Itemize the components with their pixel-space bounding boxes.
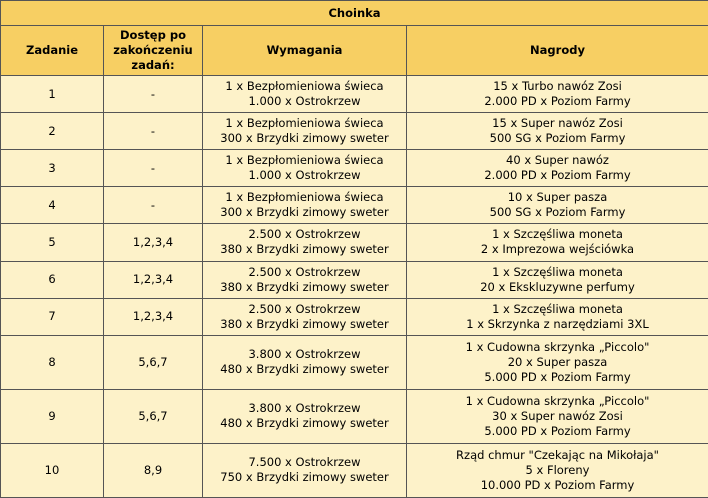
reward-item: 500 SG x Poziom Farmy: [489, 205, 626, 220]
requirement-item: 300 x Brzydki zimowy sweter: [220, 131, 389, 146]
reward-item: 5.000 PD x Poziom Farmy: [484, 369, 631, 384]
requirements-cell: [203, 443, 407, 497]
reward-item: 2.000 PD x Poziom Farmy: [484, 94, 631, 109]
access-prerequisites: -: [104, 187, 203, 224]
rewards-cell: [407, 443, 708, 497]
requirements-cell: [203, 389, 407, 443]
reward-item: 500 SG x Poziom Farmy: [489, 131, 626, 146]
task-number: 10: [1, 443, 104, 497]
access-prerequisites: 1,2,3,4: [104, 261, 203, 298]
table-row: [1, 187, 708, 224]
requirement-item: 380 x Brzydki zimowy sweter: [220, 316, 389, 331]
requirement-item: 2.500 x Ostrokrzew: [248, 227, 361, 242]
requirements-cell: [203, 298, 407, 335]
reward-item: 1 x Cudowna skrzynka „Piccolo": [465, 393, 650, 408]
requirement-item: 7.500 x Ostrokrzew: [248, 455, 361, 470]
table-row: [1, 150, 708, 187]
reward-item: 1 x Szczęśliwa moneta: [492, 227, 623, 242]
task-number: 2: [1, 113, 104, 150]
access-prerequisites: 5,6,7: [104, 335, 203, 389]
requirement-item: 1.000 x Ostrokrzew: [248, 168, 361, 183]
requirement-item: 1 x Bezpłomieniowa świeca: [225, 116, 384, 131]
requirements-cell: [203, 224, 407, 261]
task-number: 8: [1, 335, 104, 389]
reward-item: 20 x Super pasza: [507, 354, 608, 369]
reward-item: 30 x Super nawóz Zosi: [492, 408, 623, 423]
rewards-cell: [407, 76, 708, 113]
reward-item: Rząd chmur "Czekając na Mikołaja": [456, 447, 659, 462]
requirement-item: 1.000 x Ostrokrzew: [248, 94, 361, 109]
header-access-line: zakończeniu: [113, 43, 193, 57]
header-requirements: Wymagania: [203, 26, 407, 76]
table-title: Choinka: [1, 1, 708, 26]
reward-item: 1 x Szczęśliwa moneta: [492, 301, 623, 316]
access-prerequisites: 1,2,3,4: [104, 224, 203, 261]
table-row: [1, 335, 708, 389]
task-number: 7: [1, 298, 104, 335]
table-row: [1, 443, 708, 497]
reward-item: 40 x Super nawóz: [506, 153, 609, 168]
reward-item: 10 x Super pasza: [507, 190, 608, 205]
requirement-item: 2.500 x Ostrokrzew: [248, 264, 361, 279]
reward-item: 15 x Turbo nawóz Zosi: [493, 79, 622, 94]
requirement-item: 1 x Bezpłomieniowa świeca: [225, 79, 384, 94]
table-row: [1, 389, 708, 443]
task-number: 6: [1, 261, 104, 298]
rewards-cell: [407, 335, 708, 389]
reward-item: 15 x Super nawóz Zosi: [492, 116, 623, 131]
rewards-cell: [407, 261, 708, 298]
header-access-line: zadań:: [131, 58, 175, 72]
table-row: [1, 76, 708, 113]
reward-item: 20 x Ekskluzywne perfumy: [480, 279, 635, 294]
access-prerequisites: -: [104, 150, 203, 187]
reward-item: 2.000 PD x Poziom Farmy: [484, 168, 631, 183]
access-prerequisites: 5,6,7: [104, 389, 203, 443]
header-access: [104, 26, 203, 76]
header-task: Zadanie: [1, 26, 104, 76]
rewards-cell: [407, 187, 708, 224]
reward-item: 10.000 PD x Poziom Farmy: [480, 477, 635, 492]
task-number: 1: [1, 76, 104, 113]
reward-item: 2 x Imprezowa wejściówka: [480, 242, 635, 257]
requirements-cell: [203, 113, 407, 150]
header-access-line: Dostęp po: [120, 28, 186, 42]
requirement-item: 380 x Brzydki zimowy sweter: [220, 242, 389, 257]
access-prerequisites: 8,9: [104, 443, 203, 497]
requirement-item: 480 x Brzydki zimowy sweter: [220, 362, 389, 377]
reward-item: 5.000 PD x Poziom Farmy: [484, 423, 631, 438]
requirements-cell: [203, 261, 407, 298]
reward-item: 5 x Floreny: [525, 462, 590, 477]
requirements-cell: [203, 76, 407, 113]
task-number: 5: [1, 224, 104, 261]
requirement-item: 380 x Brzydki zimowy sweter: [220, 279, 389, 294]
rewards-cell: [407, 113, 708, 150]
requirement-item: 1 x Bezpłomieniowa świeca: [225, 190, 384, 205]
rewards-cell: [407, 150, 708, 187]
task-number: 3: [1, 150, 104, 187]
task-number: 9: [1, 389, 104, 443]
reward-item: 1 x Cudowna skrzynka „Piccolo": [465, 339, 650, 354]
rewards-cell: [407, 389, 708, 443]
requirements-cell: [203, 187, 407, 224]
rewards-cell: [407, 298, 708, 335]
access-prerequisites: -: [104, 76, 203, 113]
reward-item: 1 x Szczęśliwa moneta: [492, 264, 623, 279]
table-row: [1, 261, 708, 298]
requirement-item: 3.800 x Ostrokrzew: [248, 347, 361, 362]
requirement-item: 2.500 x Ostrokrzew: [248, 301, 361, 316]
requirements-cell: [203, 150, 407, 187]
access-prerequisites: 1,2,3,4: [104, 298, 203, 335]
requirement-item: 300 x Brzydki zimowy sweter: [220, 205, 389, 220]
table-row: [1, 224, 708, 261]
requirement-item: 3.800 x Ostrokrzew: [248, 401, 361, 416]
table-row: [1, 113, 708, 150]
table-row: [1, 298, 708, 335]
requirement-item: 1 x Bezpłomieniowa świeca: [225, 153, 384, 168]
rewards-cell: [407, 224, 708, 261]
header-rewards: Nagrody: [407, 26, 708, 76]
requirements-cell: [203, 335, 407, 389]
requirement-item: 750 x Brzydki zimowy sweter: [220, 470, 389, 485]
requirement-item: 480 x Brzydki zimowy sweter: [220, 416, 389, 431]
reward-item: 1 x Skrzynka z narzędziami 3XL: [466, 316, 649, 331]
task-number: 4: [1, 187, 104, 224]
access-prerequisites: -: [104, 113, 203, 150]
table-body: [1, 76, 708, 498]
